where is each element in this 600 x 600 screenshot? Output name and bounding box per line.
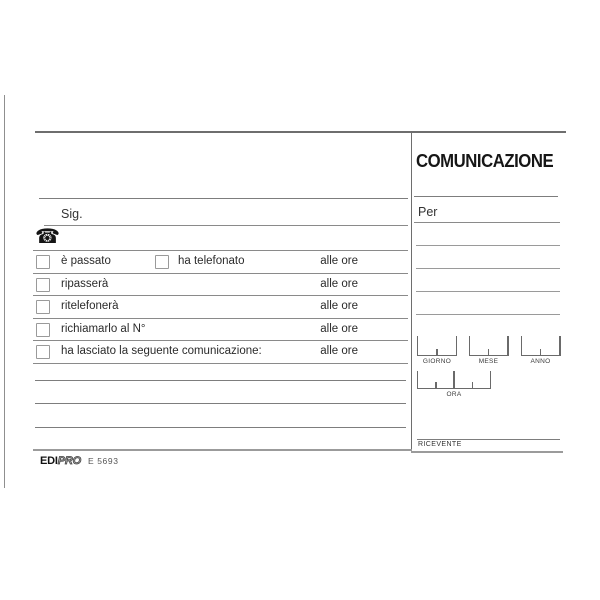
alle-ore-label: alle ore bbox=[320, 255, 358, 267]
giorno-label: GIORNO bbox=[422, 358, 452, 365]
anno-label: ANNO bbox=[530, 358, 551, 365]
right-write-line[interactable] bbox=[416, 291, 560, 292]
row-label: richiamarlo al N° bbox=[61, 322, 146, 335]
giorno-field[interactable] bbox=[417, 336, 457, 356]
sig-label: Sig. bbox=[61, 207, 83, 221]
checkbox-ha-telefonato[interactable] bbox=[155, 255, 169, 269]
row-line bbox=[33, 295, 408, 296]
message-write-line[interactable] bbox=[35, 380, 406, 381]
brand-edi-text: EDI bbox=[40, 455, 58, 467]
checkbox-ritelefonera[interactable] bbox=[36, 300, 50, 314]
checkbox-ha-lasciato[interactable] bbox=[36, 345, 50, 359]
message-write-line[interactable] bbox=[35, 427, 406, 428]
per-write-line[interactable] bbox=[414, 222, 560, 223]
alle-ore-label: alle ore bbox=[320, 322, 358, 335]
bottom-border-left bbox=[33, 449, 412, 451]
telephone-icon: ☎ bbox=[35, 226, 60, 248]
checkbox-richiamarlo[interactable] bbox=[36, 323, 50, 337]
brand-pro-text: PRO bbox=[57, 455, 81, 467]
row-label: ha telefonato bbox=[178, 255, 245, 267]
page-left-edge-line bbox=[4, 95, 6, 488]
top-border-line bbox=[35, 131, 566, 133]
right-write-line[interactable] bbox=[416, 268, 560, 269]
checkbox-ripassera[interactable] bbox=[36, 278, 50, 292]
anno-field[interactable] bbox=[521, 336, 561, 356]
per-top-line bbox=[414, 196, 558, 197]
right-write-line[interactable] bbox=[416, 245, 560, 246]
bottom-border-right bbox=[411, 451, 563, 453]
ora-label: ORA bbox=[446, 391, 462, 398]
brand-logo bbox=[40, 455, 119, 467]
row-label: ha lasciato la seguente comunicazione: bbox=[61, 345, 262, 357]
row-label: ritelefonerà bbox=[61, 300, 119, 312]
product-code: E 5693 bbox=[88, 456, 119, 466]
row-line bbox=[33, 363, 408, 364]
column-divider-line bbox=[411, 131, 413, 451]
phone-write-line[interactable] bbox=[33, 250, 408, 251]
alle-ore-label: alle ore bbox=[320, 277, 358, 290]
checkbox-e-passato[interactable] bbox=[36, 255, 50, 269]
ora-field[interactable] bbox=[417, 371, 491, 390]
row-label: è passato bbox=[61, 255, 111, 267]
row-label: ripasserà bbox=[61, 277, 109, 290]
alle-ore-label: alle ore bbox=[320, 345, 358, 357]
ricevente-line[interactable] bbox=[417, 439, 560, 440]
header-separator-line bbox=[39, 198, 408, 199]
mese-field[interactable] bbox=[469, 336, 509, 356]
per-label: Per bbox=[418, 205, 438, 219]
message-write-line[interactable] bbox=[35, 403, 406, 404]
form-title: COMUNICAZIONE bbox=[416, 151, 554, 171]
row-line bbox=[33, 340, 408, 341]
right-write-line[interactable] bbox=[416, 314, 560, 315]
row-line bbox=[33, 273, 408, 274]
sig-write-line[interactable] bbox=[44, 225, 408, 226]
row-line bbox=[33, 318, 408, 319]
ricevente-label: RICEVENTE bbox=[418, 441, 462, 448]
mese-label: MESE bbox=[478, 358, 499, 365]
alle-ore-label: alle ore bbox=[320, 300, 358, 312]
